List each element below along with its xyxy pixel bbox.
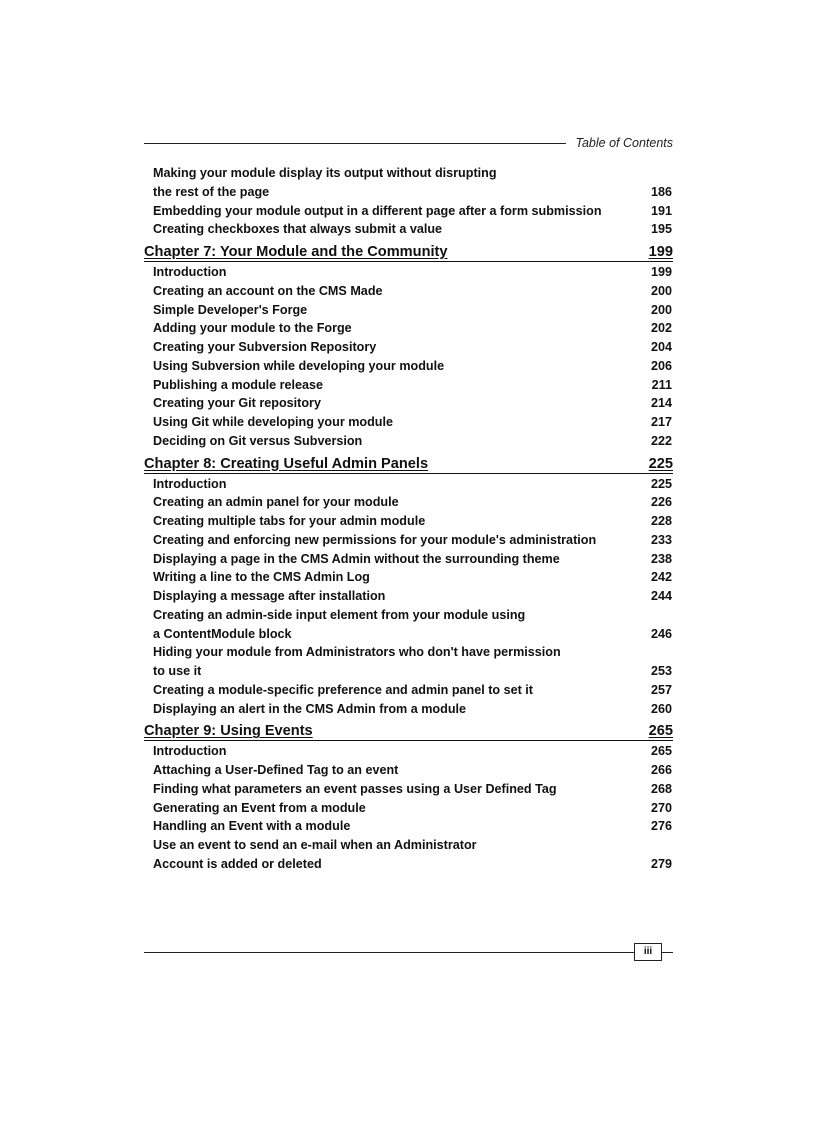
page-number: iii (634, 943, 662, 961)
entry-title: Creating an account on the CMS Made (153, 283, 383, 298)
page-ref: 260 (650, 701, 672, 716)
page-ref: 186 (650, 184, 672, 199)
page-ref: 276 (650, 819, 672, 834)
page-ref: 270 (650, 800, 672, 815)
entry-title: Creating your Subversion Repository (153, 340, 377, 354)
toc-entry[interactable] (144, 475, 673, 494)
toc-entry[interactable] (144, 606, 673, 625)
entry-title: Writing a line to the CMS Admin Log (153, 570, 370, 585)
page-ref: 246 (650, 626, 672, 641)
entry-title: Displaying a message after installation (153, 589, 386, 603)
toc-entry[interactable] (144, 512, 673, 531)
page-ref: 244 (650, 589, 672, 603)
page-footer (144, 942, 673, 962)
entry-title: Use an event to send an e-mail when an Administrator (153, 838, 477, 852)
entry-title: a ContentModule block (153, 626, 292, 641)
page-ref: 265 (650, 744, 672, 759)
page-ref: 195 (650, 222, 672, 237)
page-ref: 211 (651, 377, 672, 392)
toc-entry[interactable] (144, 319, 673, 338)
entry-title: Account is added or deleted (153, 856, 322, 871)
entry-title: Attaching a User-Defined Tag to an event (153, 763, 399, 777)
page-ref: 268 (650, 781, 672, 796)
toc-entry[interactable] (144, 202, 673, 221)
toc-entry[interactable] (144, 643, 673, 662)
entry-title: Creating multiple tabs for your admin module (153, 514, 426, 528)
toc-entry[interactable] (144, 493, 673, 512)
toc-entry[interactable] (144, 531, 673, 550)
page-ref: 199 (648, 244, 673, 260)
entry-title: Creating an admin-side input element from your module using (153, 607, 526, 622)
toc-entry[interactable] (144, 550, 673, 569)
toc-entry[interactable] (144, 183, 673, 202)
page-ref: 222 (650, 433, 672, 448)
toc-entry[interactable] (144, 662, 673, 681)
page-ref: 202 (650, 321, 672, 336)
toc-entry[interactable] (144, 568, 673, 587)
entry-title: Introduction (153, 265, 227, 279)
toc-entry[interactable] (144, 338, 673, 357)
entry-title: Creating your Git repository (153, 396, 321, 411)
toc-entry[interactable] (144, 817, 673, 836)
running-header (144, 135, 673, 151)
header-rule (144, 143, 566, 144)
page-ref: 199 (650, 265, 672, 279)
page-ref: 214 (650, 396, 672, 411)
toc-entry[interactable] (144, 413, 673, 432)
entry-title: Displaying an alert in the CMS Admin from a module (153, 701, 467, 716)
toc-entry[interactable] (144, 681, 673, 700)
chapter-title: Chapter 7: Your Module and the Community (144, 244, 448, 260)
page-ref: 204 (650, 340, 672, 354)
chapter-title: Chapter 8: Creating Useful Admin Panels (144, 455, 429, 472)
entry-title: Publishing a module release (153, 377, 324, 392)
page-ref: 200 (650, 302, 672, 317)
page-ref: 266 (650, 763, 672, 777)
page-ref: 228 (650, 514, 672, 528)
entry-title: the rest of the page (153, 184, 270, 199)
toc-entry[interactable] (144, 263, 673, 282)
entry-title: Making your module display its output without disrupting (153, 166, 497, 180)
entry-title: Creating checkboxes that always submit a value (153, 222, 443, 237)
page-ref: 265 (648, 723, 673, 740)
toc-entry[interactable] (144, 220, 673, 239)
page-ref: 217 (650, 415, 672, 429)
toc-entry[interactable] (144, 394, 673, 413)
entry-title: Handling an Event with a module (153, 819, 351, 834)
toc-chapter-heading[interactable] (144, 720, 673, 741)
running-title: Table of Contents (575, 136, 673, 150)
footer-rule (144, 952, 634, 953)
page-ref: 225 (650, 476, 672, 491)
page-ref: 238 (650, 551, 672, 566)
entry-title: Creating and enforcing new permissions for your module's administration (153, 532, 597, 547)
entry-title: to use it (153, 664, 202, 678)
toc-entry[interactable] (144, 780, 673, 799)
entry-title: Generating an Event from a module (153, 800, 366, 815)
entry-title: Adding your module to the Forge (153, 321, 352, 336)
toc-entry[interactable] (144, 432, 673, 451)
entry-title: Hiding your module from Administrators who don't have permission (153, 645, 561, 660)
footer-rule-end (662, 952, 673, 953)
chapter-title: Chapter 9: Using Events (144, 723, 313, 740)
page-ref: 225 (648, 455, 673, 472)
entry-title: Simple Developer's Forge (153, 302, 308, 317)
entry-title: Introduction (153, 744, 227, 759)
entry-title: Embedding your module output in a different page after a form submission (153, 203, 602, 218)
toc-chapter-heading[interactable] (144, 241, 673, 262)
page-ref: 253 (650, 664, 672, 678)
page-ref: 279 (650, 856, 672, 871)
entry-title: Using Subversion while developing your module (153, 358, 445, 373)
page-ref: 233 (650, 532, 672, 547)
toc-entry[interactable] (144, 587, 673, 606)
entry-title: Using Git while developing your module (153, 415, 394, 429)
entry-title: Creating a module-specific preference and admin panel to set it (153, 682, 534, 697)
toc-entry[interactable] (144, 301, 673, 320)
toc-entry[interactable] (144, 357, 673, 376)
toc-entry[interactable] (144, 742, 673, 761)
entry-title: Introduction (153, 476, 227, 491)
toc-chapter-heading[interactable] (144, 453, 673, 474)
entry-title: Displaying a page in the CMS Admin without the surrounding theme (153, 551, 560, 566)
toc-entry[interactable] (144, 376, 673, 395)
page-ref: 257 (650, 682, 672, 697)
entry-title: Creating an admin panel for your module (153, 495, 399, 510)
toc-entry[interactable] (144, 761, 673, 780)
toc-entry[interactable] (144, 700, 673, 719)
page-ref: 206 (650, 358, 672, 373)
toc-entry[interactable] (144, 282, 673, 301)
table-of-contents (144, 164, 673, 874)
entry-title: Deciding on Git versus Subversion (153, 433, 363, 448)
page-ref: 191 (650, 203, 672, 218)
page-ref: 226 (650, 495, 672, 510)
toc-entry[interactable] (144, 799, 673, 818)
toc-entry[interactable] (144, 625, 673, 644)
entry-title: Finding what parameters an event passes using a User Defined Tag (153, 781, 557, 796)
page-ref: 200 (650, 283, 672, 298)
page-ref: 242 (650, 570, 672, 585)
toc-entry[interactable] (144, 855, 673, 874)
toc-entry[interactable] (144, 164, 673, 183)
toc-entry[interactable] (144, 836, 673, 855)
